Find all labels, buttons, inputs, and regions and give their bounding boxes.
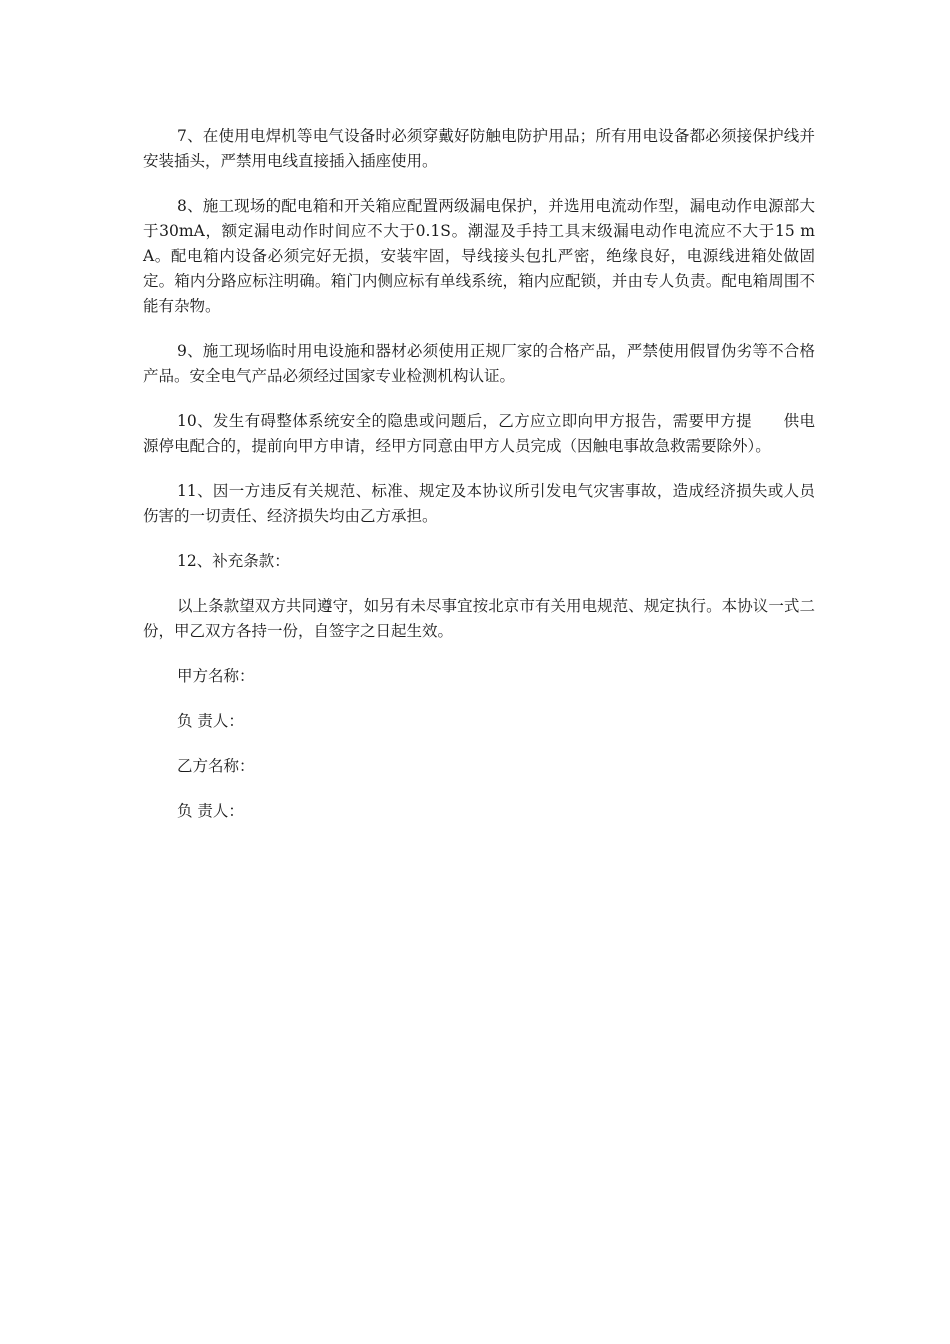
clause-8: 8、施工现场的配电箱和开关箱应配置两级漏电保护，并选用电流动作型，漏电动作电源部大于30mA，额定漏电动作时间应不大于0.1S。潮湿及手持工具末级漏电动作电流应不大于15 mA。配电箱内设备必须完好无损，安装牢固，导线接头包扎严密，绝缘良好，电源线进箱处做固定。箱内分路应标注明确。箱门内侧应标有单线系统，箱内应配锁，并由专人负责。配电箱周围不能有杂物。	[143, 197, 815, 315]
party-b-name-label: 乙方名称：	[177, 757, 255, 775]
clause-9: 9、施工现场临时用电设施和器材必须使用正规厂家的合格产品，严禁使用假冒伪劣等不合格产品。安全电气产品必须经过国家专业检测机构认证。	[143, 342, 815, 385]
clause-12: 12、补充条款：	[177, 552, 290, 570]
party-a-representative-label: 负 责人：	[177, 712, 244, 730]
party-b-representative-label: 负 责人：	[177, 802, 244, 820]
party-a-name-label: 甲方名称：	[177, 667, 255, 685]
document-body	[143, 124, 815, 844]
clause-10: 10、发生有碍整体系统安全的隐患或问题后，乙方应立即向甲方报告，需要甲方提 供电源停电配合的，提前向甲方申请，经甲方同意由甲方人员完成（因触电事故急救需要除外）。	[143, 412, 815, 455]
clause-7: 7、在使用电焊机等电气设备时必须穿戴好防触电防护用品；所有用电设备都必须接保护线并安装插头，严禁用电线直接插入插座使用。	[143, 127, 815, 170]
closing-paragraph: 以上条款望双方共同遵守，如另有未尽事宜按北京市有关用电规范、规定执行。本协议一式二份，甲乙双方各持一份，自签字之日起生效。	[143, 597, 815, 640]
clause-11: 11、因一方违反有关规范、标准、规定及本协议所引发电气灾害事故，造成经济损失或人员伤害的一切责任、经济损失均由乙方承担。	[143, 482, 815, 525]
